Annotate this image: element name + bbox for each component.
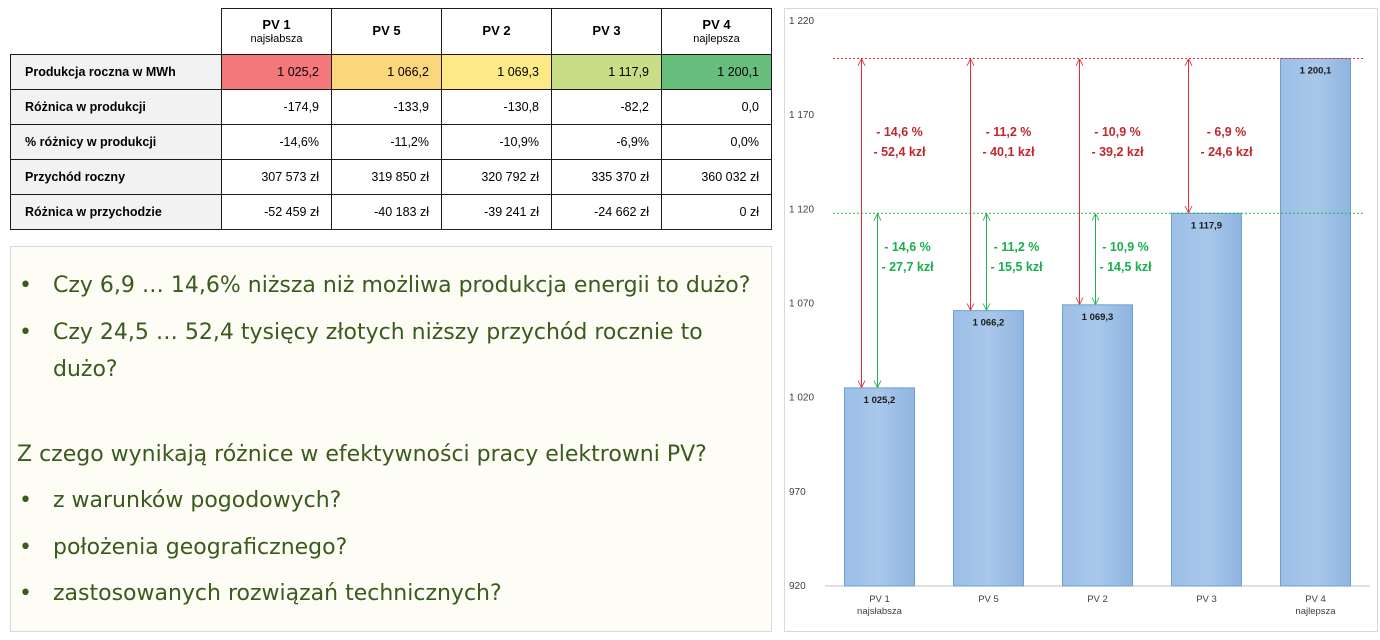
bar <box>954 311 1024 586</box>
x-category-label: PV 5 <box>978 594 999 605</box>
table-cell: 360 032 zł <box>662 160 772 195</box>
table-cell: 1 200,1 <box>662 55 772 90</box>
table-cell: -133,9 <box>332 90 442 125</box>
x-category-label: PV 1 <box>869 594 890 605</box>
table-cell: 1 066,2 <box>332 55 442 90</box>
table-cell: -10,9% <box>442 125 552 160</box>
red-annotation-value: - 39,2 kzł <box>1091 145 1144 159</box>
table-cell: 1 025,2 <box>222 55 332 90</box>
bar <box>1281 58 1351 586</box>
production-chart-panel <box>784 8 1378 632</box>
bar-value-label: 1 200,1 <box>1299 65 1332 77</box>
table-cell: 319 850 zł <box>332 160 442 195</box>
red-annotation-percent: - 6,9 % <box>1206 125 1247 139</box>
y-tick-label: 970 <box>789 486 806 498</box>
bar <box>1172 213 1242 586</box>
bullet-line: Czy 24,5 … 52,4 tysięcy złotych niższy przychód rocznie to <box>53 320 703 345</box>
table-row <box>11 55 772 90</box>
bullet-item: • Czy 6,9 … 14,6% niższa niż możliwa produkcja energii to dużo? <box>53 267 750 304</box>
table-cell: -130,8 <box>442 90 552 125</box>
table-cell: -24 662 zł <box>552 195 662 230</box>
green-annotation-value: - 14,5 kzł <box>1099 260 1152 274</box>
red-annotation-value: - 52,4 kzł <box>873 145 926 159</box>
bar-value-label: 1 066,2 <box>972 317 1005 329</box>
table-cell: 335 370 zł <box>552 160 662 195</box>
bar <box>1063 305 1133 586</box>
y-tick-label: 1 020 <box>789 392 815 404</box>
column-name: PV 4 <box>702 16 731 32</box>
column-sub: najlepsza <box>693 32 740 45</box>
x-category-label: PV 2 <box>1087 594 1108 605</box>
row-label: Różnica w przychodzie <box>11 195 222 230</box>
y-tick-label: 1 070 <box>789 298 815 310</box>
y-tick-label: 920 <box>789 581 806 592</box>
table-cell: 1 069,3 <box>442 55 552 90</box>
column-header-pv2 <box>442 9 552 55</box>
bullet-continuation: dużo? <box>53 357 118 382</box>
green-annotation-value: - 27,7 kzł <box>881 260 934 274</box>
bar-value-label: 1 117,9 <box>1190 220 1223 232</box>
bar <box>845 388 915 586</box>
bullet-item: • położenia geograficznego? <box>53 529 347 566</box>
column-header-pv5 <box>332 9 442 55</box>
table-cell: -39 241 zł <box>442 195 552 230</box>
column-name: PV 1 <box>262 16 291 32</box>
green-annotation-percent: - 14,6 % <box>884 240 931 254</box>
row-label: % różnicy w produkcji <box>11 125 222 160</box>
x-category-sublabel: najlepsza <box>1295 606 1336 617</box>
bullet-item <box>53 314 703 351</box>
table-cell: 1 117,9 <box>552 55 662 90</box>
red-annotation-percent: - 10,9 % <box>1094 125 1141 139</box>
y-tick-label: 1 220 <box>789 16 815 27</box>
question-line: Z czego wynikają różnice w efektywności pracy elektrowni PV? <box>17 442 707 467</box>
bar-value-label: 1 025,2 <box>863 394 896 406</box>
table-cell: -6,9% <box>552 125 662 160</box>
table-cell: -174,9 <box>222 90 332 125</box>
green-annotation-percent: - 11,2 % <box>993 240 1040 254</box>
row-label: Produkcja roczna w MWh <box>11 55 222 90</box>
column-header-pv3 <box>552 9 662 55</box>
column-name: PV 3 <box>592 23 621 39</box>
table-row <box>11 90 772 125</box>
table-cell: 320 792 zł <box>442 160 552 195</box>
table-cell: 0,0% <box>662 125 772 160</box>
column-name: PV 2 <box>482 23 511 39</box>
column-name: PV 5 <box>372 23 401 39</box>
column-sub: najsłabsza <box>250 32 303 45</box>
column-header-pv1 <box>222 9 332 55</box>
x-category-label: PV 4 <box>1305 594 1326 605</box>
red-annotation-value: - 24,6 kzł <box>1200 145 1253 159</box>
bar-value-label: 1 069,3 <box>1081 311 1114 323</box>
table-cell: -11,2% <box>332 125 442 160</box>
x-category-label: PV 3 <box>1196 594 1217 605</box>
table-row <box>11 195 772 230</box>
table-cell: 0,0 <box>662 90 772 125</box>
table-cell: 307 573 zł <box>222 160 332 195</box>
table-cell: 0 zł <box>662 195 772 230</box>
red-annotation-percent: - 14,6 % <box>876 125 923 139</box>
table-corner <box>11 9 222 55</box>
table-cell: -40 183 zł <box>332 195 442 230</box>
table-header-row <box>11 9 772 55</box>
y-tick-label: 1 120 <box>789 204 815 216</box>
bullet-item: • z warunków pogodowych? <box>53 482 341 519</box>
bullet-item: • zastosowanych rozwiązań technicznych? <box>53 575 502 612</box>
red-annotation-percent: - 11,2 % <box>985 125 1032 139</box>
table-cell: -14,6% <box>222 125 332 160</box>
table-cell: -52 459 zł <box>222 195 332 230</box>
table-row <box>11 125 772 160</box>
x-category-sublabel: najsłabsza <box>857 606 902 617</box>
row-label: Przychód roczny <box>11 160 222 195</box>
table-row <box>11 160 772 195</box>
questions-textbox <box>10 246 772 632</box>
green-annotation-value: - 15,5 kzł <box>990 260 1043 274</box>
column-header-pv4 <box>662 9 772 55</box>
table-cell: -82,2 <box>552 90 662 125</box>
row-label: Różnica w produkcji <box>11 90 222 125</box>
y-tick-label: 1 170 <box>789 110 815 122</box>
red-annotation-value: - 40,1 kzł <box>982 145 1035 159</box>
production-table <box>10 8 772 230</box>
production-bar-chart <box>785 9 1377 631</box>
green-annotation-percent: - 10,9 % <box>1102 240 1149 254</box>
